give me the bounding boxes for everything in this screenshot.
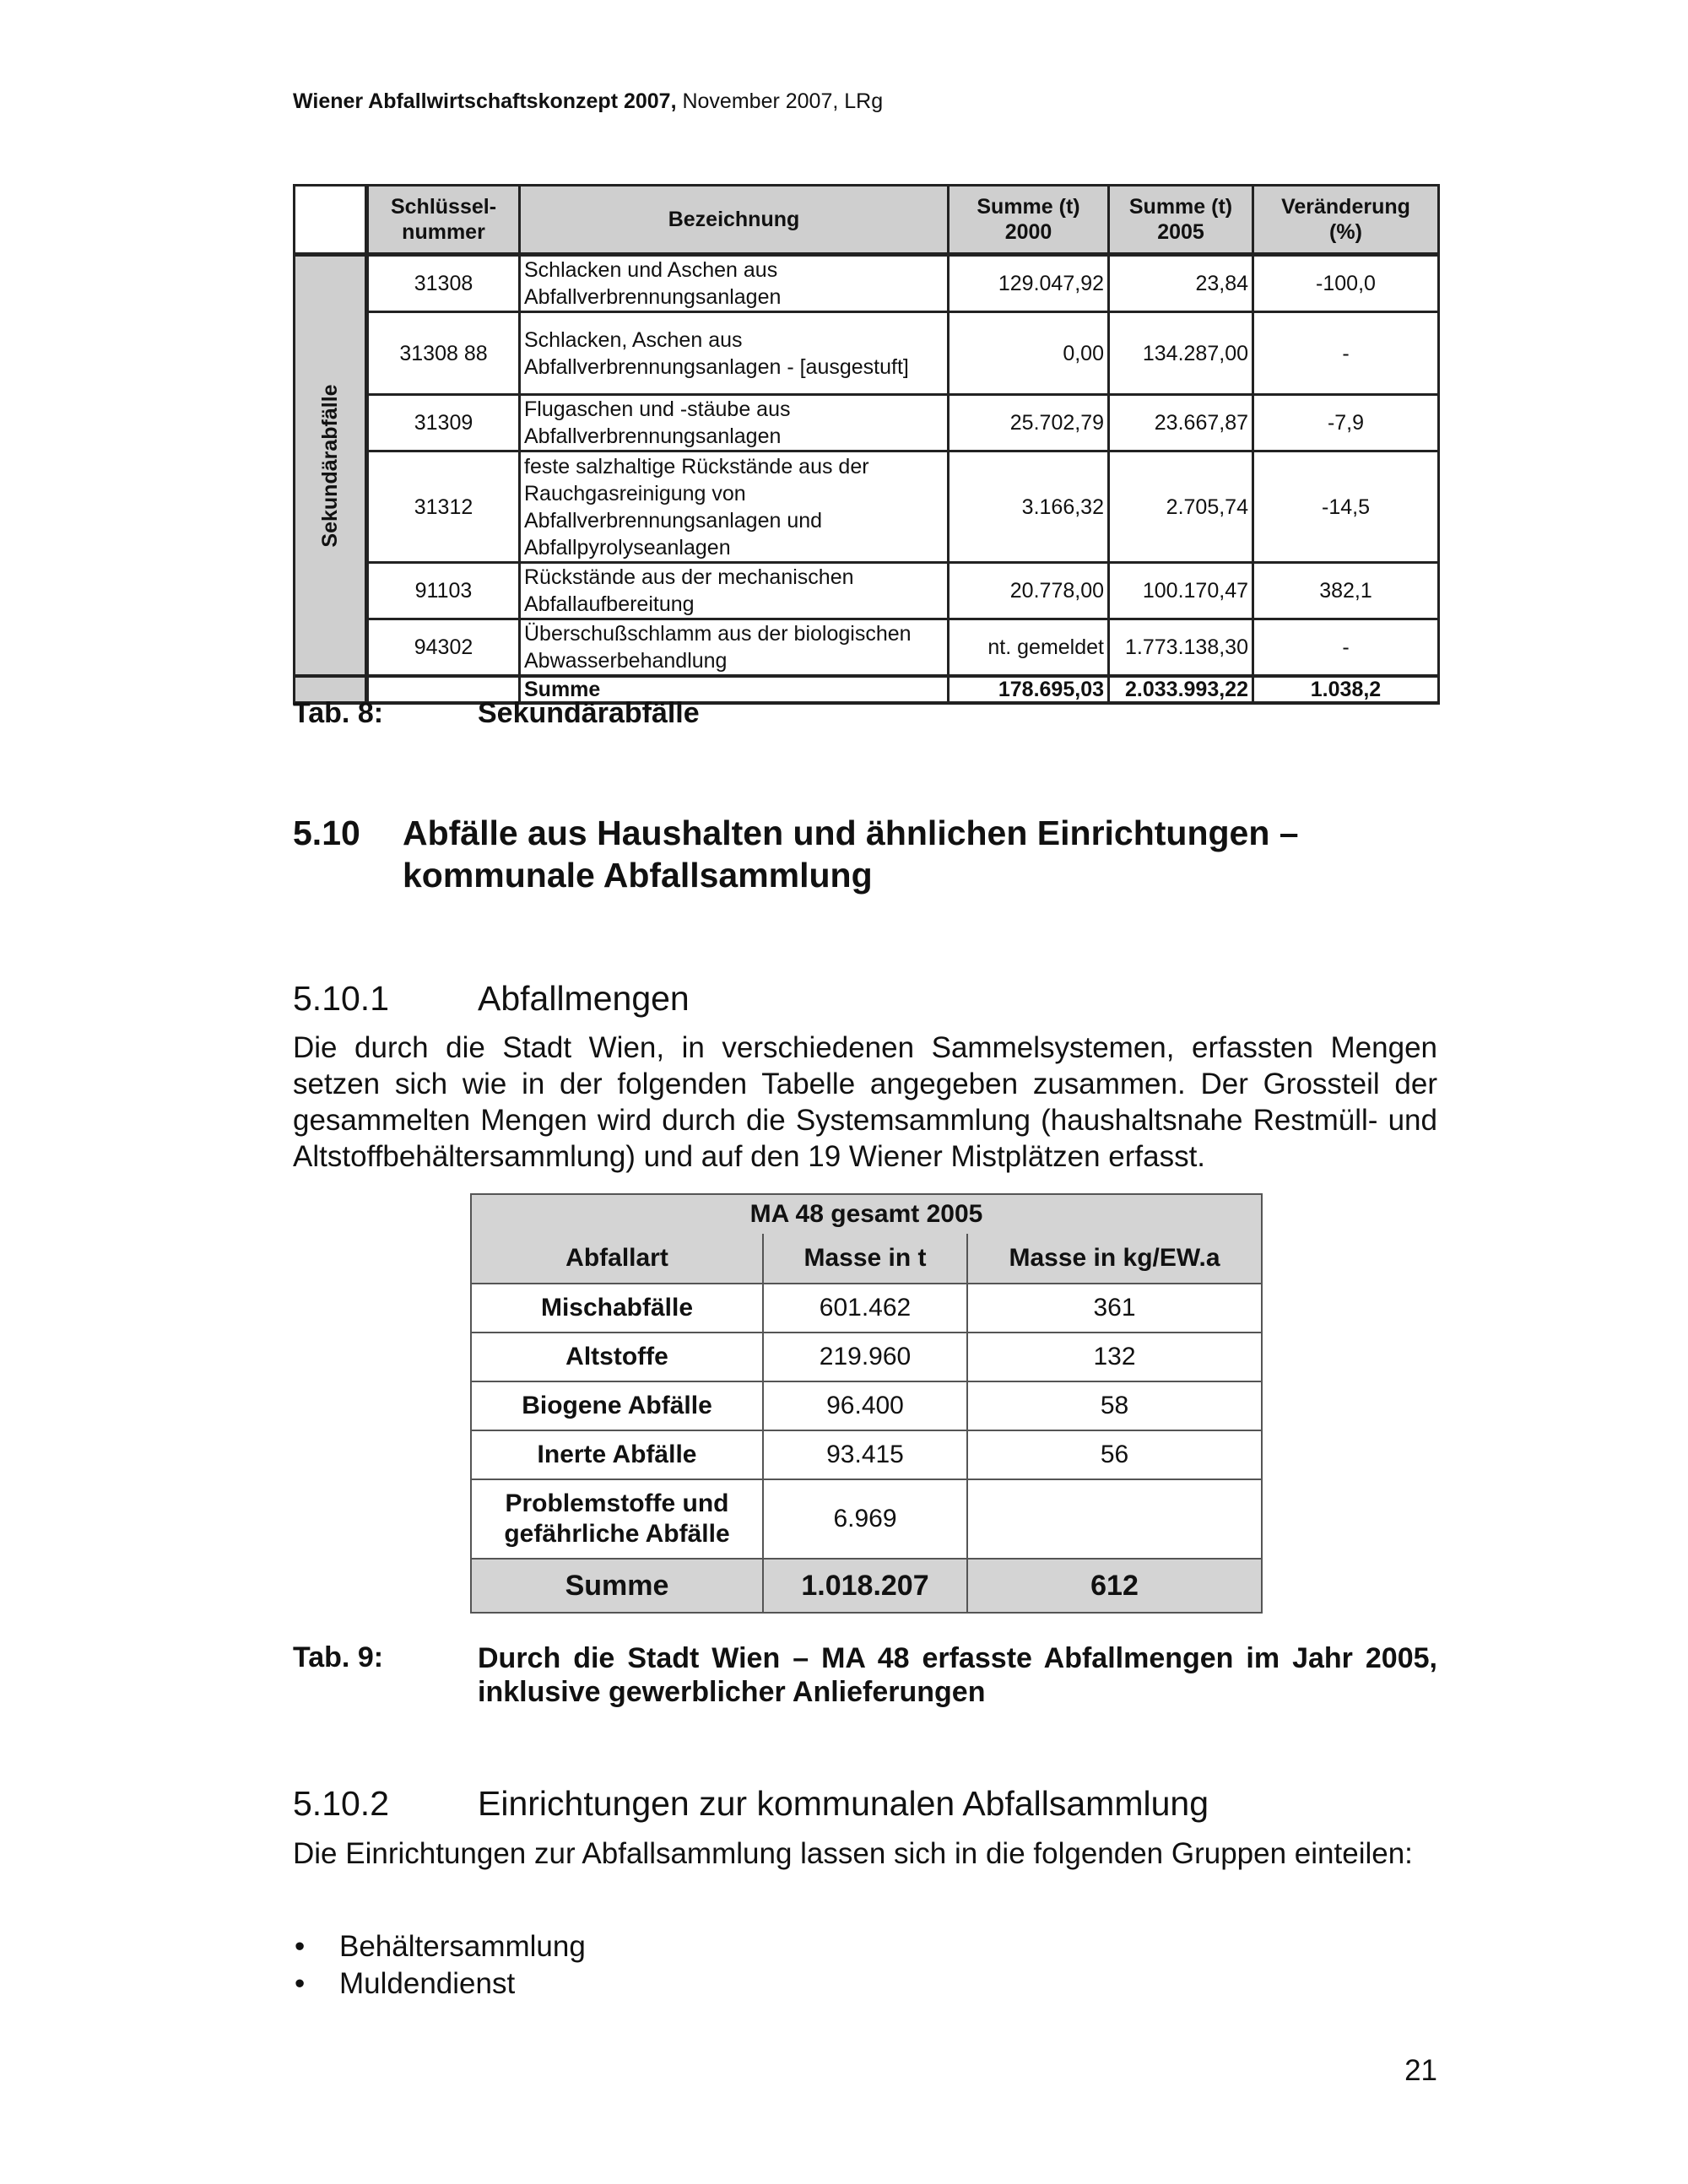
subsection-heading-1 (293, 977, 1052, 1019)
table-row (295, 563, 1439, 619)
cell-2005: 2.705,74 (1109, 451, 1253, 563)
table-corner (295, 186, 367, 255)
table-row (471, 1479, 1262, 1559)
cell-2000: 25.702,79 (949, 395, 1109, 451)
paragraph-abfallmengen: Die durch die Stadt Wien, in verschiedenen Sammelsystemen, erfassten Mengen setzen sich wie in der folgenden Tabelle angegeben zusammen. Der Grossteil der gesammelten Mengen wird durch die Systemsammlung (haushaltsnahe Restmüll- und Altstoffbehältersammlung) und auf den 19 Wiener Mistplätzen erfasst. (293, 1031, 1437, 1173)
table-sum-row (295, 676, 1439, 703)
cell-2000: 20.778,00 (949, 563, 1109, 619)
cell-masse-kg (967, 1479, 1262, 1559)
table-row (471, 1333, 1262, 1381)
cell-desc: feste salzhaltige Rückstände aus der Rauchgasreinigung von Abfallverbrennungsanlagen und Abfallpyrolyseanlagen (520, 451, 949, 563)
table9-caption-text: Durch die Stadt Wien – MA 48 erfasste Abfallmengen im Jahr 2005, inklusive gewerblicher Anlieferungen (478, 1642, 1437, 1708)
cell-change: -100,0 (1253, 255, 1439, 312)
cell-change: -14,5 (1253, 451, 1439, 563)
cell-abfallart: Altstoffe (471, 1333, 763, 1381)
cell-key: 94302 (367, 619, 520, 677)
table-row (295, 312, 1439, 395)
cell-desc: Rückstände aus der mechanischen Abfallaufbereitung (520, 563, 949, 619)
cell-2005: 1.773.138,30 (1109, 619, 1253, 677)
col-header-change: Veränderung (%) (1253, 186, 1439, 255)
cell-sum-2000: 178.695,03 (949, 676, 1109, 703)
cell-2005: 134.287,00 (1109, 312, 1253, 395)
section-heading (293, 812, 1449, 905)
cell-masse-t: 96.400 (763, 1381, 967, 1430)
side-label-cell (295, 255, 367, 677)
running-header-rest: November 2007, LRg (676, 89, 884, 113)
cell-2000: 0,00 (949, 312, 1109, 395)
col-header-masse-t: Masse in t (763, 1234, 967, 1284)
cell-2000: 3.166,32 (949, 451, 1109, 563)
table-row (295, 255, 1439, 312)
table8-caption-text: Sekundärabfälle (478, 697, 700, 729)
col-header-abfallart: Abfallart (471, 1234, 763, 1284)
cell-change: - (1253, 312, 1439, 395)
col-header-masse-kg: Masse in kg/EW.a (967, 1234, 1262, 1284)
cell-key: 31308 88 (367, 312, 520, 395)
cell-masse-kg: 58 (967, 1381, 1262, 1430)
cell-2000: 129.047,92 (949, 255, 1109, 312)
cell-sum-label: Summe (520, 676, 949, 703)
table-row (471, 1430, 1262, 1479)
table9-sum-row (471, 1559, 1262, 1613)
cell-key: 31312 (367, 451, 520, 563)
cell-2000: nt. gemeldet (949, 619, 1109, 677)
cell-sum-change: 1.038,2 (1253, 676, 1439, 703)
section-number: 5.10 (293, 814, 360, 852)
cell-change: 382,1 (1253, 563, 1439, 619)
cell-change: - (1253, 619, 1439, 677)
paragraph-einrichtungen: Die Einrichtungen zur Abfallsammlung lassen sich in die folgenden Gruppen einteilen: (293, 1837, 1413, 1870)
cell-masse-t: 93.415 (763, 1430, 967, 1479)
col-header-2000: Summe (t) 2000 (949, 186, 1109, 255)
cell-masse-t: 601.462 (763, 1284, 967, 1333)
table9-caption-label: Tab. 9: (293, 1641, 384, 1673)
cell-sum-label: Summe (471, 1559, 763, 1613)
table9-title: MA 48 gesamt 2005 (471, 1194, 1262, 1234)
cell-abfallart: Inerte Abfälle (471, 1430, 763, 1479)
col-header-key: Schlüssel- nummer (367, 186, 520, 255)
cell-masse-kg: 56 (967, 1430, 1262, 1479)
table-row (295, 395, 1439, 451)
cell-abfallart: Problemstoffe und gefährliche Abfälle (471, 1479, 763, 1559)
col-header-2005: Summe (t) 2005 (1109, 186, 1253, 255)
subsection-number: 5.10.2 (293, 1784, 389, 1823)
cell-desc: Überschußschlamm aus der biologischen Abwasserbehandlung (520, 619, 949, 677)
cell-2005: 23,84 (1109, 255, 1253, 312)
cell-key: 91103 (367, 563, 520, 619)
cell-masse-kg: 132 (967, 1333, 1262, 1381)
cell-key: 31308 (367, 255, 520, 312)
bullet-icon: • (295, 1930, 306, 1963)
cell-abfallart: Biogene Abfälle (471, 1381, 763, 1430)
table-row (295, 619, 1439, 677)
cell-key: 31309 (367, 395, 520, 451)
table-ma48 (470, 1193, 1263, 1614)
subsection-number: 5.10.1 (293, 979, 389, 1018)
cell-change: -7,9 (1253, 395, 1439, 451)
side-label: Sekundärabfälle (318, 383, 342, 548)
cell-2005: 100.170,47 (1109, 563, 1253, 619)
subsection-title: Einrichtungen zur kommunalen Abfallsammlung (478, 1784, 1209, 1823)
section-title: Abfälle aus Haushalten und ähnlichen Einrichtungen – kommunale Abfallsammlung (403, 814, 1299, 895)
list-item-text: Muldendienst (339, 1967, 516, 2000)
cell-sum-2005: 2.033.993,22 (1109, 676, 1253, 703)
list-item (293, 1928, 586, 1965)
cell-abfallart: Mischabfälle (471, 1284, 763, 1333)
subsection-title: Abfallmengen (478, 979, 690, 1018)
running-header-bold: Wiener Abfallwirtschaftskonzept 2007, (293, 89, 677, 113)
cell-sum-masse-kg: 612 (967, 1559, 1262, 1613)
col-header-desc: Bezeichnung (520, 186, 949, 255)
table-row (471, 1284, 1262, 1333)
list-item (293, 1965, 586, 2003)
list-item-text: Behältersammlung (339, 1930, 586, 1963)
subsection-heading-2 (293, 1782, 1390, 1825)
running-header (293, 89, 883, 114)
table-row (295, 451, 1439, 563)
cell-masse-t: 219.960 (763, 1333, 967, 1381)
table8-caption-label: Tab. 8: (293, 697, 384, 729)
cell-masse-t: 6.969 (763, 1479, 967, 1559)
table-sekundaerabfaelle (293, 184, 1440, 705)
table-row (471, 1381, 1262, 1430)
bullet-icon: • (295, 1967, 306, 2000)
cell-masse-kg: 361 (967, 1284, 1262, 1333)
cell-desc: Flugaschen und -stäube aus Abfallverbrennungsanlagen (520, 395, 949, 451)
cell-desc: Schlacken, Aschen aus Abfallverbrennungsanlagen - [ausgestuft] (520, 312, 949, 395)
page-number: 21 (1404, 2054, 1437, 2087)
bullet-list (293, 1928, 586, 2003)
cell-sum-masse-t: 1.018.207 (763, 1559, 967, 1613)
cell-desc: Schlacken und Aschen aus Abfallverbrennungsanlagen (520, 255, 949, 312)
cell-2005: 23.667,87 (1109, 395, 1253, 451)
